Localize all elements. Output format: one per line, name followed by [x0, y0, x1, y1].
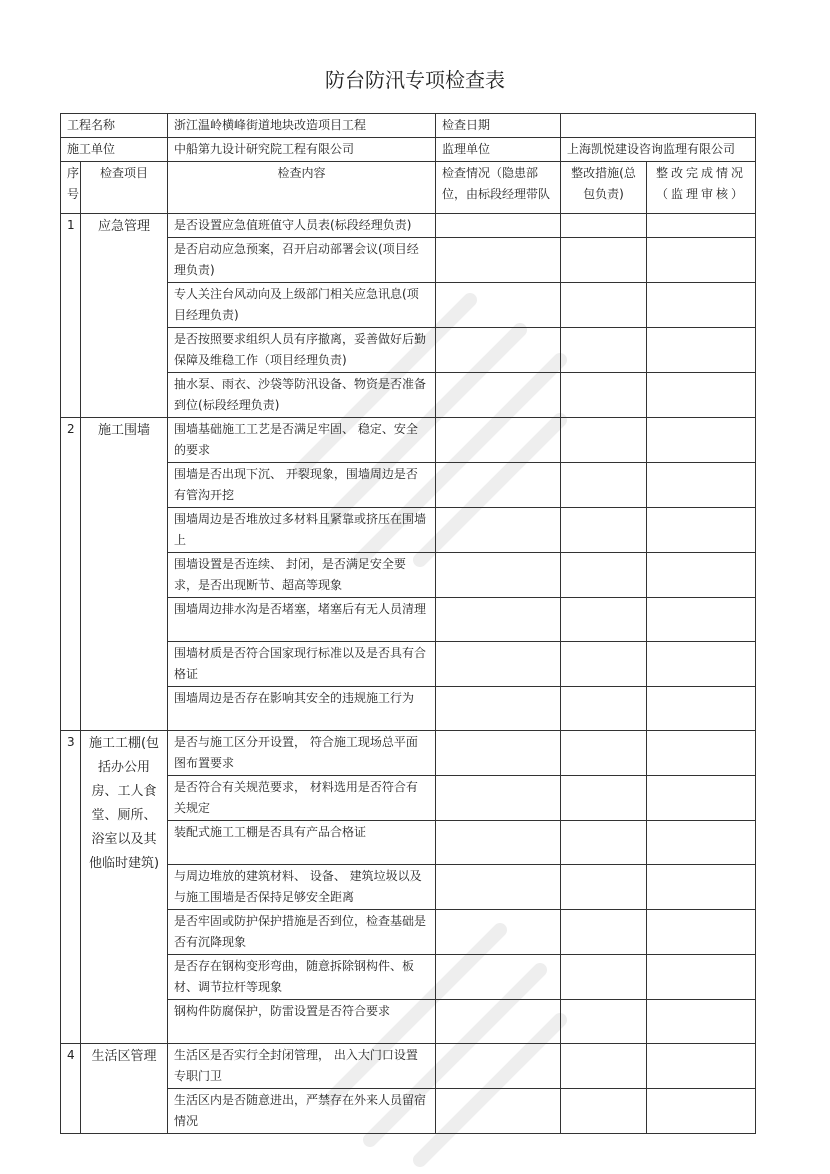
status-cell[interactable]: [436, 1089, 561, 1134]
check-content: 是否设置应急值班值守人员表(标段经理负责): [168, 214, 436, 238]
completion-cell[interactable]: [647, 821, 756, 865]
col-content-header: 检查内容: [168, 162, 436, 214]
status-cell[interactable]: [436, 418, 561, 463]
table-row: [61, 1044, 756, 1089]
completion-cell[interactable]: [647, 508, 756, 553]
check-content: 与周边堆放的建筑材料、 设备、 建筑垃圾以及与施工围墙是否保持足够安全距离: [168, 865, 436, 910]
info-row-units: [61, 138, 756, 162]
completion-cell[interactable]: [647, 1000, 756, 1044]
inspection-table: [60, 113, 756, 1134]
measures-cell[interactable]: [561, 731, 647, 776]
table-row: [61, 214, 756, 238]
check-content: 生活区内是否随意进出，严禁存在外来人员留宿情况: [168, 1089, 436, 1134]
completion-cell[interactable]: [647, 463, 756, 508]
completion-cell[interactable]: [647, 955, 756, 1000]
project-name-value: 浙江温岭横峰街道地块改造项目工程: [168, 114, 436, 138]
construction-unit-label: 施工单位: [61, 138, 168, 162]
status-cell[interactable]: [436, 508, 561, 553]
check-content: 围墙基础施工工艺是否满足牢固、 稳定、安全的要求: [168, 418, 436, 463]
measures-cell[interactable]: [561, 463, 647, 508]
table-body: [61, 114, 756, 1134]
section-number: 1: [61, 214, 81, 418]
check-content: 抽水泵、雨衣、沙袋等防汛设备、物资是否准备到位(标段经理负责): [168, 373, 436, 418]
status-cell[interactable]: [436, 553, 561, 598]
column-header-row: [61, 162, 756, 214]
completion-cell[interactable]: [647, 642, 756, 687]
section-number: 4: [61, 1044, 81, 1134]
measures-cell[interactable]: [561, 238, 647, 283]
completion-cell[interactable]: [647, 1089, 756, 1134]
measures-cell[interactable]: [561, 553, 647, 598]
section-number: 3: [61, 731, 81, 1044]
completion-cell[interactable]: [647, 776, 756, 821]
status-cell[interactable]: [436, 865, 561, 910]
construction-unit-value: 中船第九设计研究院工程有限公司: [168, 138, 436, 162]
measures-cell[interactable]: [561, 1000, 647, 1044]
completion-cell[interactable]: [647, 687, 756, 731]
col-item-header: 检查项目: [81, 162, 168, 214]
section-name: 施工工棚(包括办公用房、工人食堂、厕所、浴室以及其他临时建筑): [81, 731, 168, 1044]
section-name: 应急管理: [81, 214, 168, 418]
measures-cell[interactable]: [561, 687, 647, 731]
measures-cell[interactable]: [561, 776, 647, 821]
measures-cell[interactable]: [561, 328, 647, 373]
status-cell[interactable]: [436, 238, 561, 283]
completion-cell[interactable]: [647, 373, 756, 418]
check-content: 围墙周边是否堆放过多材料且紧靠或挤压在围墙上: [168, 508, 436, 553]
status-cell[interactable]: [436, 955, 561, 1000]
status-cell[interactable]: [436, 328, 561, 373]
measures-cell[interactable]: [561, 418, 647, 463]
table-row: [61, 731, 756, 776]
status-cell[interactable]: [436, 214, 561, 238]
status-cell[interactable]: [436, 283, 561, 328]
status-cell[interactable]: [436, 776, 561, 821]
completion-cell[interactable]: [647, 283, 756, 328]
check-content: 围墙周边是否存在影响其安全的违规施工行为: [168, 687, 436, 731]
info-row-project: [61, 114, 756, 138]
status-cell[interactable]: [436, 598, 561, 642]
measures-cell[interactable]: [561, 1089, 647, 1134]
measures-cell[interactable]: [561, 214, 647, 238]
section-name: 生活区管理: [81, 1044, 168, 1134]
completion-cell[interactable]: [647, 865, 756, 910]
status-cell[interactable]: [436, 463, 561, 508]
measures-cell[interactable]: [561, 642, 647, 687]
measures-cell[interactable]: [561, 1044, 647, 1089]
check-content: 是否按照要求组织人员有序撤离，妥善做好后勤保障及维稳工作（项目经理负责): [168, 328, 436, 373]
completion-cell[interactable]: [647, 731, 756, 776]
check-date-value[interactable]: [561, 114, 756, 138]
col-measures-header: 整改措施(总包负责): [561, 162, 647, 214]
check-content: 围墙设置是否连续、 封闭，是否满足安全要求，是否出现断节、超高等现象: [168, 553, 436, 598]
completion-cell[interactable]: [647, 598, 756, 642]
completion-cell[interactable]: [647, 553, 756, 598]
page-title: 防台防汛专项检查表: [325, 68, 505, 92]
check-content: 装配式施工工棚是否具有产品合格证: [168, 821, 436, 865]
check-content: 围墙是否出现下沉、 开裂现象，围墙周边是否有管沟开挖: [168, 463, 436, 508]
status-cell[interactable]: [436, 821, 561, 865]
status-cell[interactable]: [436, 731, 561, 776]
check-content: 是否启动应急预案，召开启动部署会议(项目经理负责): [168, 238, 436, 283]
supervision-unit-label: 监理单位: [436, 138, 561, 162]
measures-cell[interactable]: [561, 373, 647, 418]
measures-cell[interactable]: [561, 910, 647, 955]
measures-cell[interactable]: [561, 598, 647, 642]
check-content: 钢构件防腐保护，防雷设置是否符合要求: [168, 1000, 436, 1044]
status-cell[interactable]: [436, 910, 561, 955]
check-content: 是否存在钢构变形弯曲，随意拆除钢构件、板材、调节拉杆等现象: [168, 955, 436, 1000]
check-content: 生活区是否实行全封闭管理， 出入大门口设置专职门卫: [168, 1044, 436, 1089]
check-content: 专人关注台风动向及上级部门相关应急讯息(项目经理负责): [168, 283, 436, 328]
status-cell[interactable]: [436, 1000, 561, 1044]
check-content: 是否符合有关规范要求， 材料选用是否符合有关规定: [168, 776, 436, 821]
section-number: 2: [61, 418, 81, 731]
check-content: 围墙周边排水沟是否堵塞，堵塞后有无人员清理: [168, 598, 436, 642]
col-seq-header: 序号: [61, 162, 81, 214]
status-cell[interactable]: [436, 642, 561, 687]
completion-cell[interactable]: [647, 1044, 756, 1089]
status-cell[interactable]: [436, 1044, 561, 1089]
status-cell[interactable]: [436, 373, 561, 418]
completion-cell[interactable]: [647, 328, 756, 373]
check-content: 是否牢固或防护保护措施是否到位，检查基础是否有沉降现象: [168, 910, 436, 955]
completion-cell[interactable]: [647, 418, 756, 463]
check-content: 是否与施工区分开设置， 符合施工现场总平面图布置要求: [168, 731, 436, 776]
completion-cell[interactable]: [647, 214, 756, 238]
section-name: 施工围墙: [81, 418, 168, 731]
completion-cell[interactable]: [647, 910, 756, 955]
table-row: [61, 418, 756, 463]
check-content: 围墙材质是否符合国家现行标准以及是否具有合格证: [168, 642, 436, 687]
col-status-header: 检查情况（隐患部位，由标段经理带队: [436, 162, 561, 214]
col-completion-header: 整改完成情况（监理审核）: [647, 162, 756, 214]
measures-cell[interactable]: [561, 865, 647, 910]
measures-cell[interactable]: [561, 508, 647, 553]
measures-cell[interactable]: [561, 283, 647, 328]
supervision-unit-value: 上海凯悦建设咨询监理有限公司: [561, 138, 756, 162]
measures-cell[interactable]: [561, 955, 647, 1000]
status-cell[interactable]: [436, 687, 561, 731]
project-name-label: 工程名称: [61, 114, 168, 138]
measures-cell[interactable]: [561, 821, 647, 865]
check-date-label: 检查日期: [436, 114, 561, 138]
completion-cell[interactable]: [647, 238, 756, 283]
